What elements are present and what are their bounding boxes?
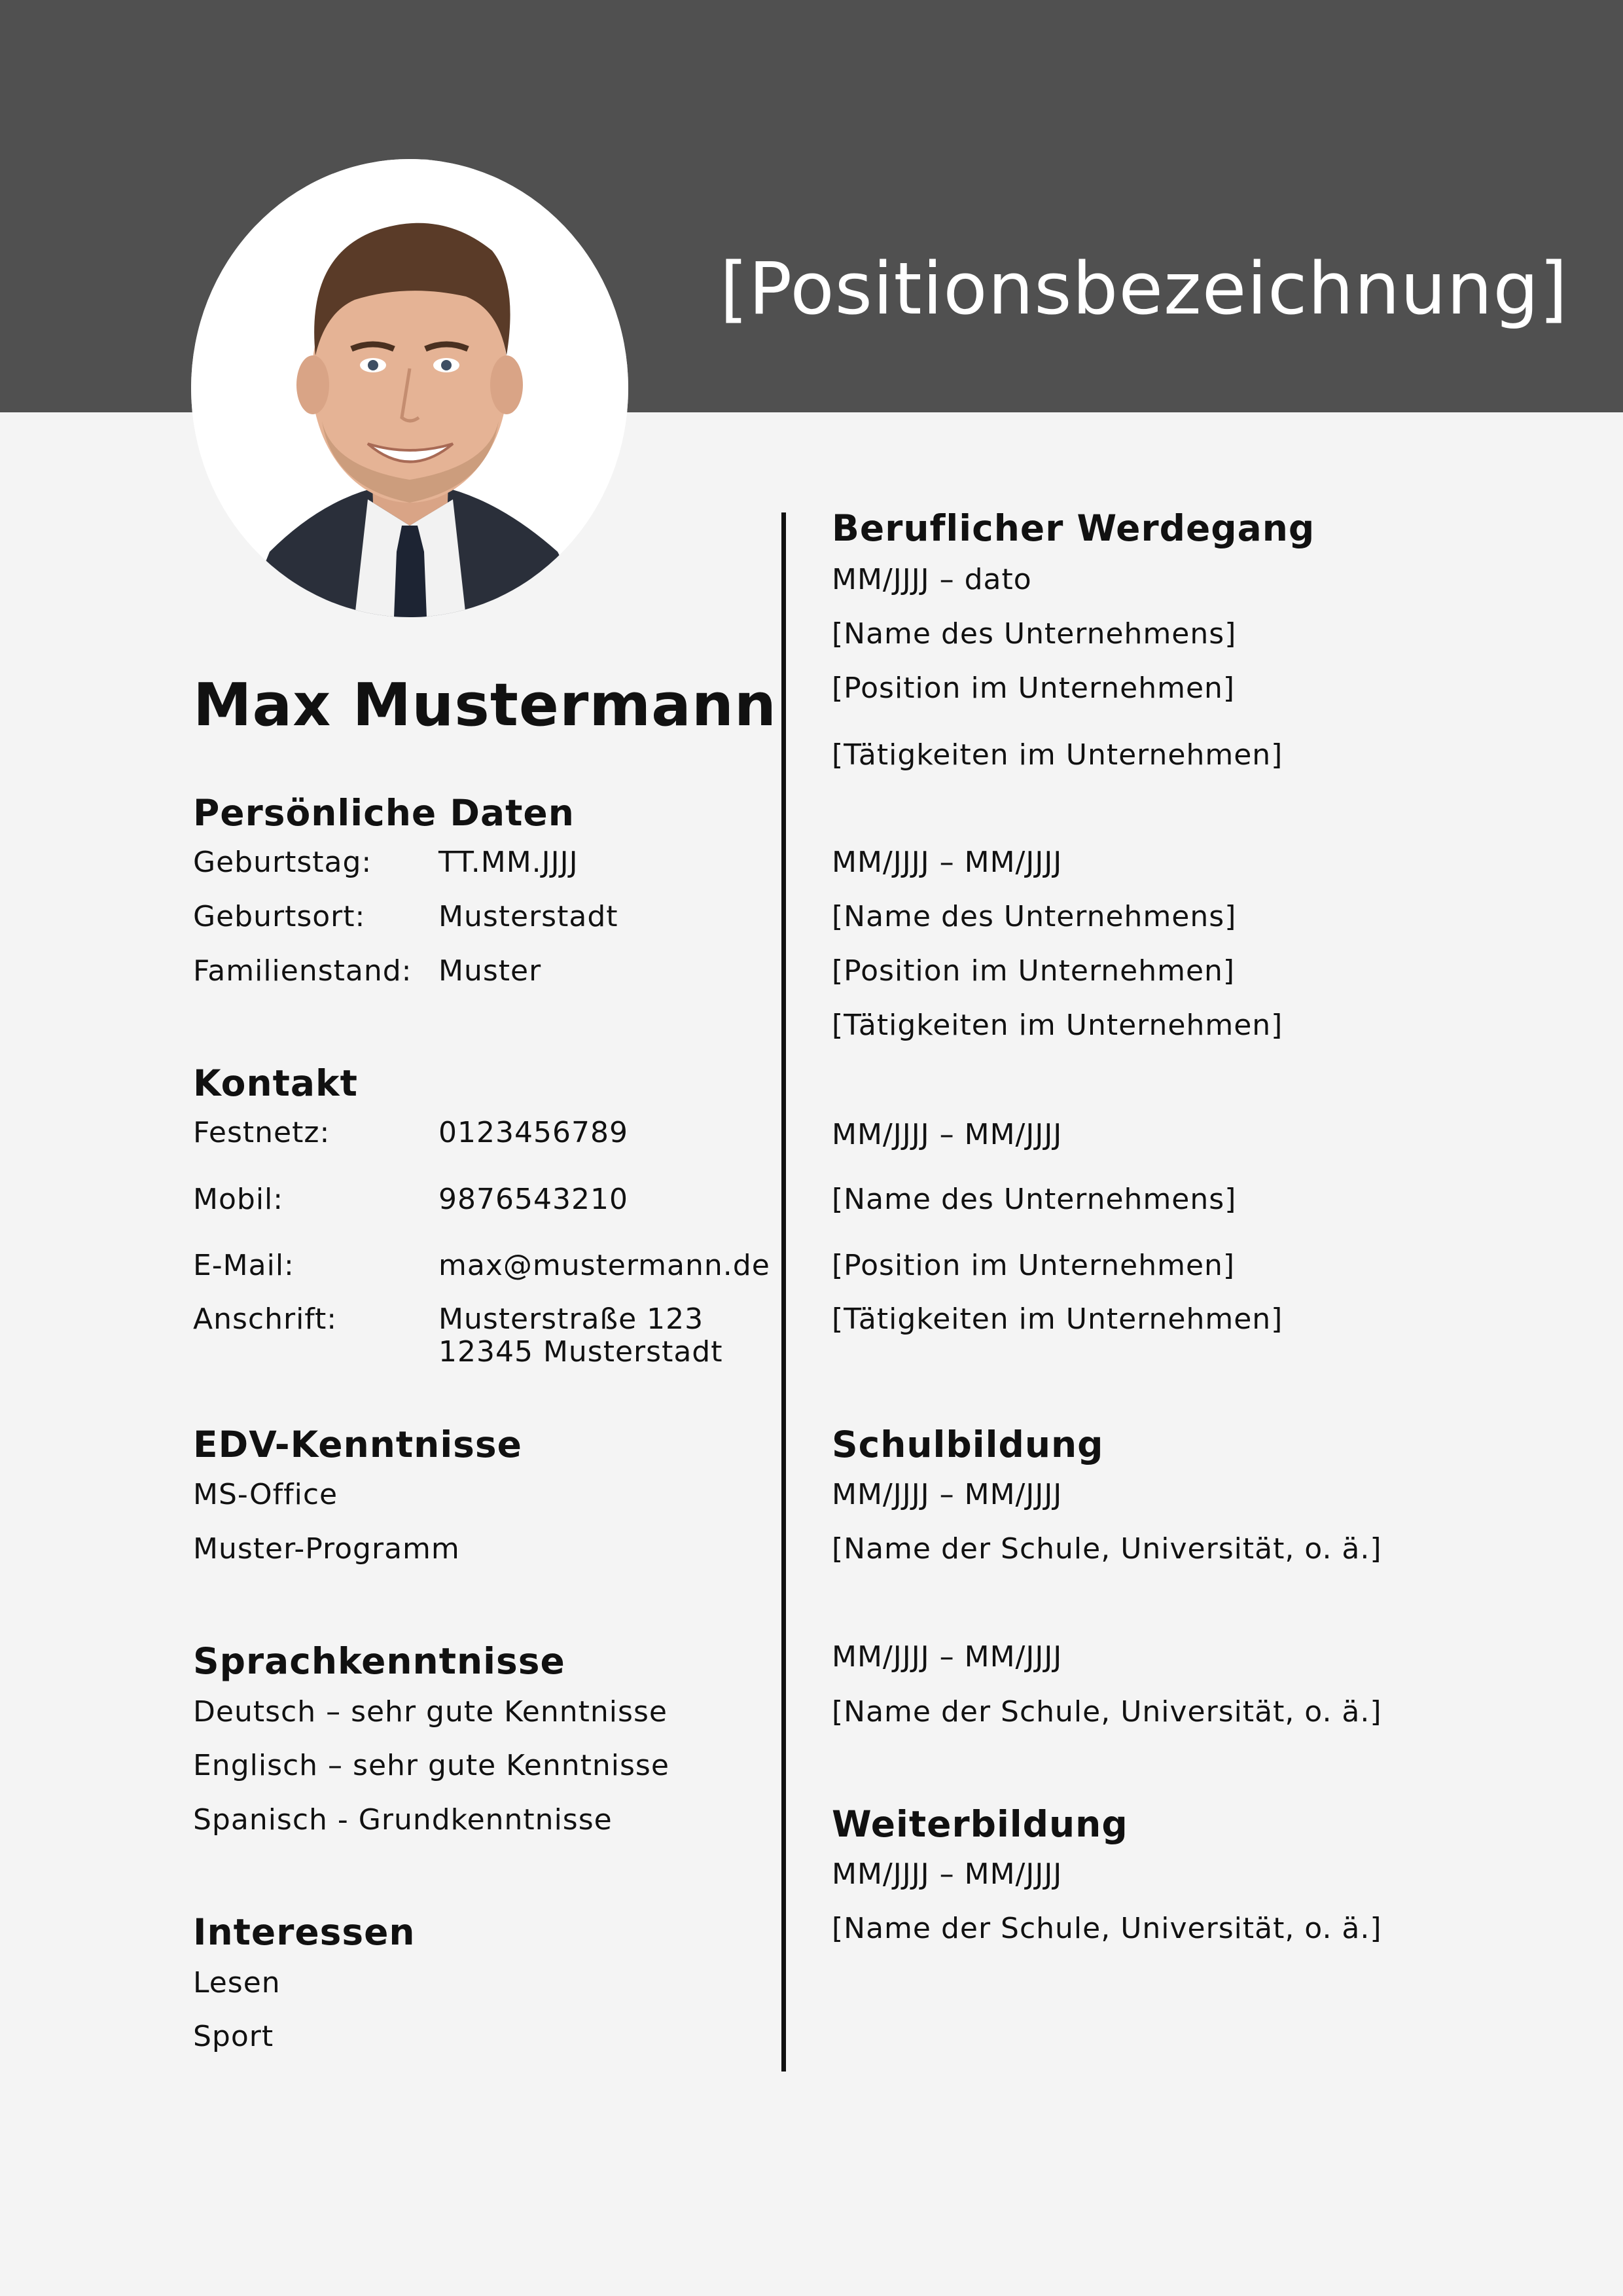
address-street: Musterstraße 123 [438,1302,704,1336]
career-title: Beruflicher Werdegang [832,507,1315,549]
career-date: MM/JJJJ – MM/JJJJ [832,1118,1063,1151]
interest-item: Lesen [193,1966,281,2000]
school-date: MM/JJJJ – MM/JJJJ [832,1478,1063,1511]
person-name: Max Mustermann [193,671,777,740]
school-name: [Name der Schule, Universität, o. ä.] [832,1532,1382,1566]
mobile-value: 9876543210 [438,1183,628,1216]
it-skill-item: MS-Office [193,1478,338,1511]
birthday-value: TT.MM.JJJJ [438,846,579,879]
landline-value: 0123456789 [438,1116,628,1149]
contact-title: Kontakt [193,1062,358,1104]
career-position: [Position im Unternehmen] [832,954,1236,988]
career-tasks: [Tätigkeiten im Unternehmen] [832,1302,1283,1336]
language-item: Englisch – sehr gute Kenntnisse [193,1749,669,1782]
career-company: [Name des Unternehmens] [832,617,1237,651]
career-date: MM/JJJJ – dato [832,563,1032,596]
birthplace-label: Geburtsort: [193,900,366,933]
it-skill-item: Muster-Programm [193,1532,460,1566]
it-skills-title: EDV-Kenntnisse [193,1424,522,1465]
address-city: 12345 Musterstadt [438,1335,723,1369]
profile-photo-icon [191,159,628,617]
career-date: MM/JJJJ – MM/JJJJ [832,846,1063,879]
further-education-title: Weiterbildung [832,1803,1128,1845]
address-label: Anschrift: [193,1302,338,1336]
job-title: [Positionsbezeichnung] [720,247,1569,331]
career-tasks: [Tätigkeiten im Unternehmen] [832,738,1283,772]
column-divider [781,512,786,2072]
marital-status-value: Muster [438,954,542,988]
career-position: [Position im Unternehmen] [832,1249,1236,1282]
school-name: [Name der Schule, Universität, o. ä.] [832,1695,1382,1729]
birthplace-value: Musterstadt [438,900,618,933]
further-education-name: [Name der Schule, Universität, o. ä.] [832,1912,1382,1945]
language-item: Spanisch - Grundkenntnisse [193,1803,613,1837]
birthday-label: Geburtstag: [193,846,372,879]
interests-title: Interessen [193,1911,416,1953]
profile-photo [191,159,628,617]
school-title: Schulbildung [832,1424,1104,1465]
languages-title: Sprachkenntnisse [193,1640,565,1682]
school-date: MM/JJJJ – MM/JJJJ [832,1640,1063,1674]
marital-status-label: Familienstand: [193,954,412,988]
career-company: [Name des Unternehmens] [832,900,1237,933]
language-item: Deutsch – sehr gute Kenntnisse [193,1695,668,1729]
career-tasks: [Tätigkeiten im Unternehmen] [832,1009,1283,1042]
career-position: [Position im Unternehmen] [832,672,1236,705]
career-company: [Name des Unternehmens] [832,1183,1237,1216]
landline-label: Festnetz: [193,1116,330,1149]
mobile-label: Mobil: [193,1183,284,1216]
email-label: E-Mail: [193,1249,294,1282]
further-education-date: MM/JJJJ – MM/JJJJ [832,1857,1063,1891]
personal-data-title: Persönliche Daten [193,792,575,834]
interest-item: Sport [193,2020,274,2053]
email-value: max@mustermann.de [438,1249,770,1282]
